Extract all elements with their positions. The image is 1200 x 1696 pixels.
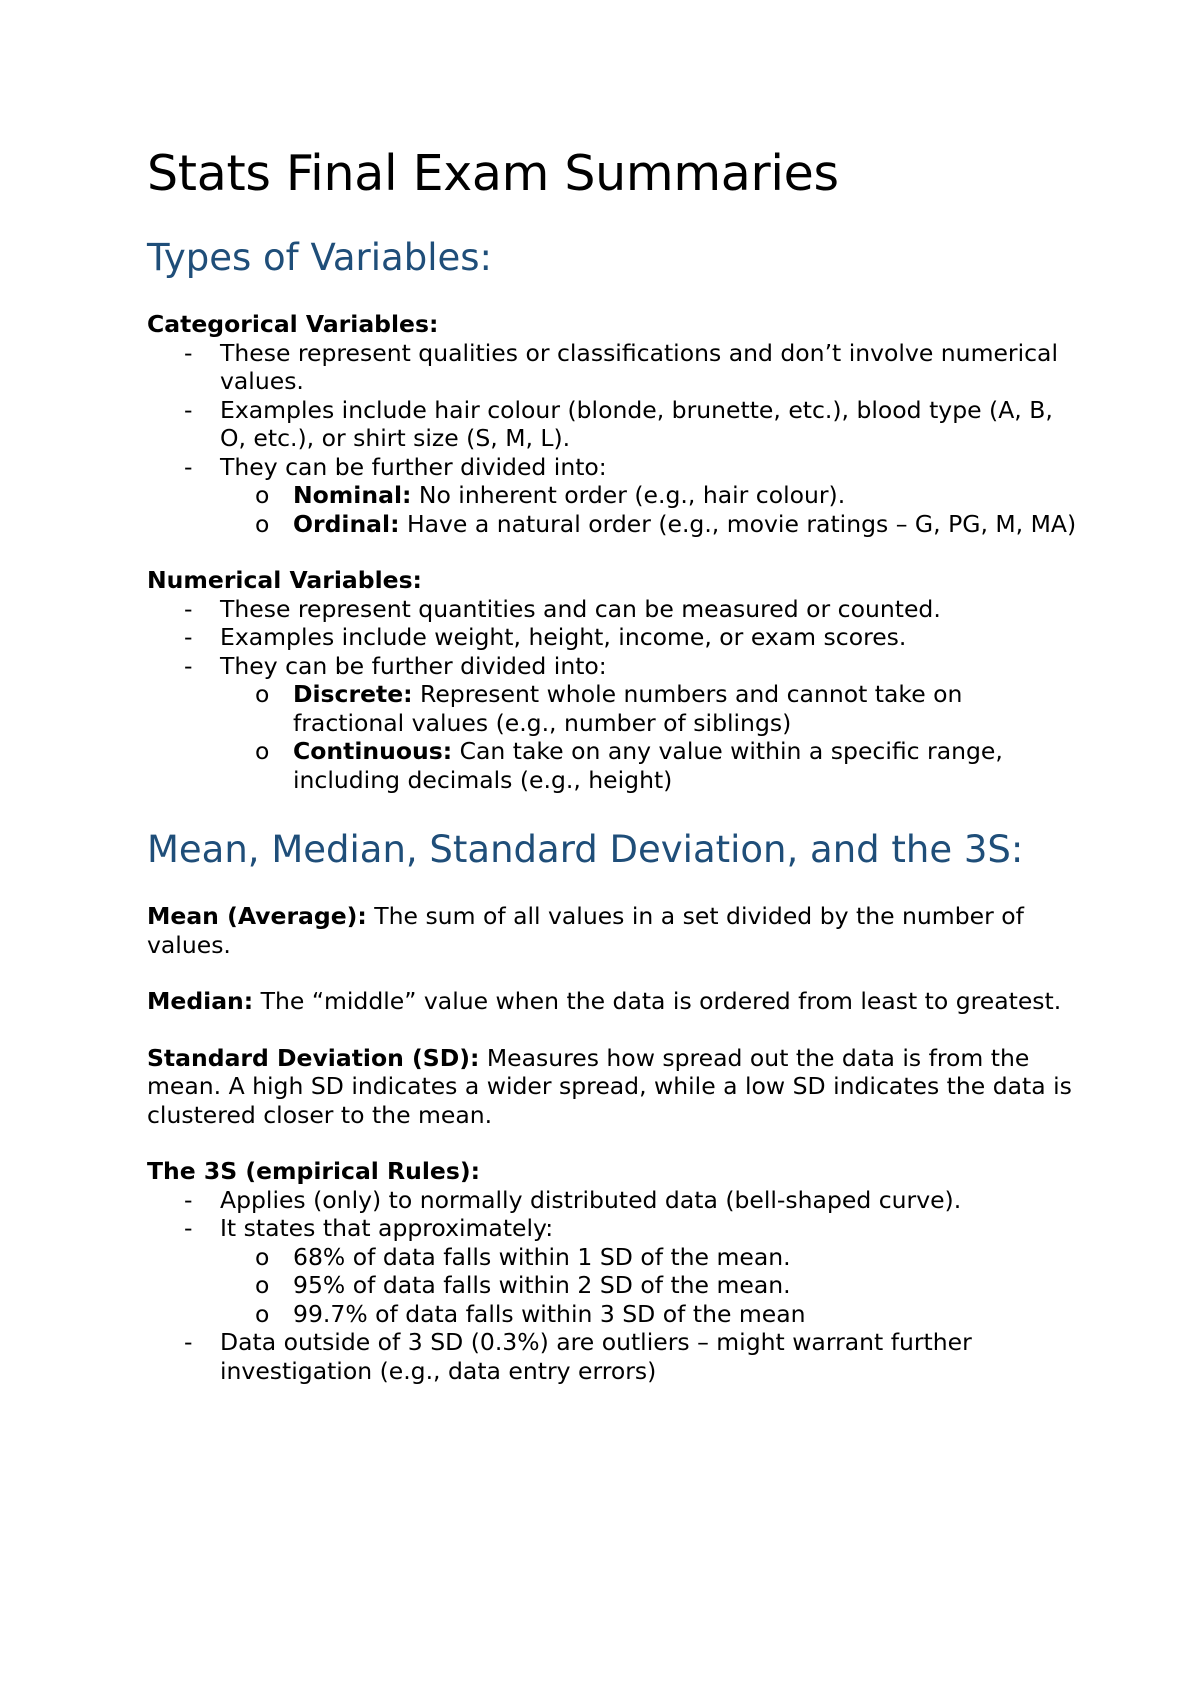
empirical-rules-list <box>147 1186 1080 1386</box>
list-item: o 68% of data falls within 1 SD of the mean. <box>255 1242 791 1271</box>
categorical-list <box>147 339 1080 539</box>
circle-marker: o <box>255 481 270 509</box>
categorical-sublist <box>220 481 1080 538</box>
dash-marker: - <box>184 395 193 424</box>
list-item: - Examples include hair colour (blonde, brunette, etc.), blood type (A, B, O, etc.), or shirt size (S, M, L). <box>184 395 1053 452</box>
circle-marker: o <box>255 1242 270 1271</box>
dash-marker: - <box>184 338 193 367</box>
circle-marker: o <box>255 1271 270 1299</box>
circle-marker: o <box>255 1299 270 1328</box>
categorical-heading: Categorical Variables: <box>147 310 439 338</box>
numerical-list <box>147 595 1080 795</box>
dash-marker: - <box>184 651 193 680</box>
dash-marker: - <box>184 1185 193 1214</box>
list-item: o Nominal: No inherent order (e.g., hair colour). <box>255 481 846 509</box>
sd-definition: Standard Deviation (SD): Measures how spread out the data is from the mean. A high SD indicates a wider spread, while a low SD indicates the data is clustered closer to the mean. <box>147 1043 1072 1129</box>
section-heading-mean-median-sd: Mean, Median, Standard Deviation, and the 3S: <box>147 828 1024 871</box>
list-item: - They can be further divided into: o Nominal: No inherent order (e.g., hair colour). o Ordinal: Have a natural order (e.g., movie ratings – G, PG, M, MA) <box>147 453 1080 539</box>
median-definition: Median: The “middle” value when the data is ordered from least to greatest. <box>147 987 1062 1015</box>
circle-marker: o <box>255 509 270 538</box>
list-item: o 99.7% of data falls within 3 SD of the mean <box>255 1299 806 1328</box>
numerical-heading: Numerical Variables: <box>147 566 422 594</box>
dash-marker: - <box>184 1214 193 1242</box>
list-item: - It states that approximately: o 68% of data falls within 1 SD of the mean. o 95% of data falls within 2 SD of the mean. o 99.7% of data falls within 3 SD of the mean <box>147 1214 1080 1328</box>
list-item: - They can be further divided into: o Discrete: Represent whole numbers and cannot take on fractional values (e.g., number of siblings) o Continuous: Can take on any value within a specific range, including decimals (e.g., height) <box>147 652 1080 795</box>
list-item: o Discrete: Represent whole numbers and cannot take on fractional values (e.g., number of siblings) <box>255 680 963 737</box>
circle-marker: o <box>255 680 270 708</box>
list-item: - Examples include weight, height, income, or exam scores. <box>184 623 907 651</box>
dash-marker: - <box>184 1328 193 1356</box>
list-item: o 95% of data falls within 2 SD of the mean. <box>255 1271 791 1299</box>
list-item: - Data outside of 3 SD (0.3%) are outliers – might warrant further investigation (e.g., data entry errors) <box>184 1328 972 1385</box>
dash-marker: - <box>184 594 193 623</box>
dash-marker: - <box>184 452 193 481</box>
list-item: o Continuous: Can take on any value within a specific range, including decimals (e.g., height) <box>255 737 1003 794</box>
section-heading-types-of-variables: Types of Variables: <box>147 236 492 279</box>
empirical-rules-sublist <box>220 1243 1080 1329</box>
list-item: - These represent quantities and can be measured or counted. <box>184 594 941 623</box>
mean-definition: Mean (Average): The sum of all values in a set divided by the number of values. <box>147 902 1024 959</box>
list-item: o Ordinal: Have a natural order (e.g., movie ratings – G, PG, M, MA) <box>255 509 1077 538</box>
list-item: - Applies (only) to normally distributed data (bell-shaped curve). <box>184 1185 962 1214</box>
list-item: - These represent qualities or classifications and don’t involve numerical values. <box>184 338 1058 395</box>
circle-marker: o <box>255 737 270 765</box>
numerical-sublist <box>220 680 1080 794</box>
dash-marker: - <box>184 623 193 651</box>
empirical-rules-heading: The 3S (empirical Rules): <box>147 1157 480 1185</box>
document-title: Stats Final Exam Summaries <box>147 145 839 202</box>
